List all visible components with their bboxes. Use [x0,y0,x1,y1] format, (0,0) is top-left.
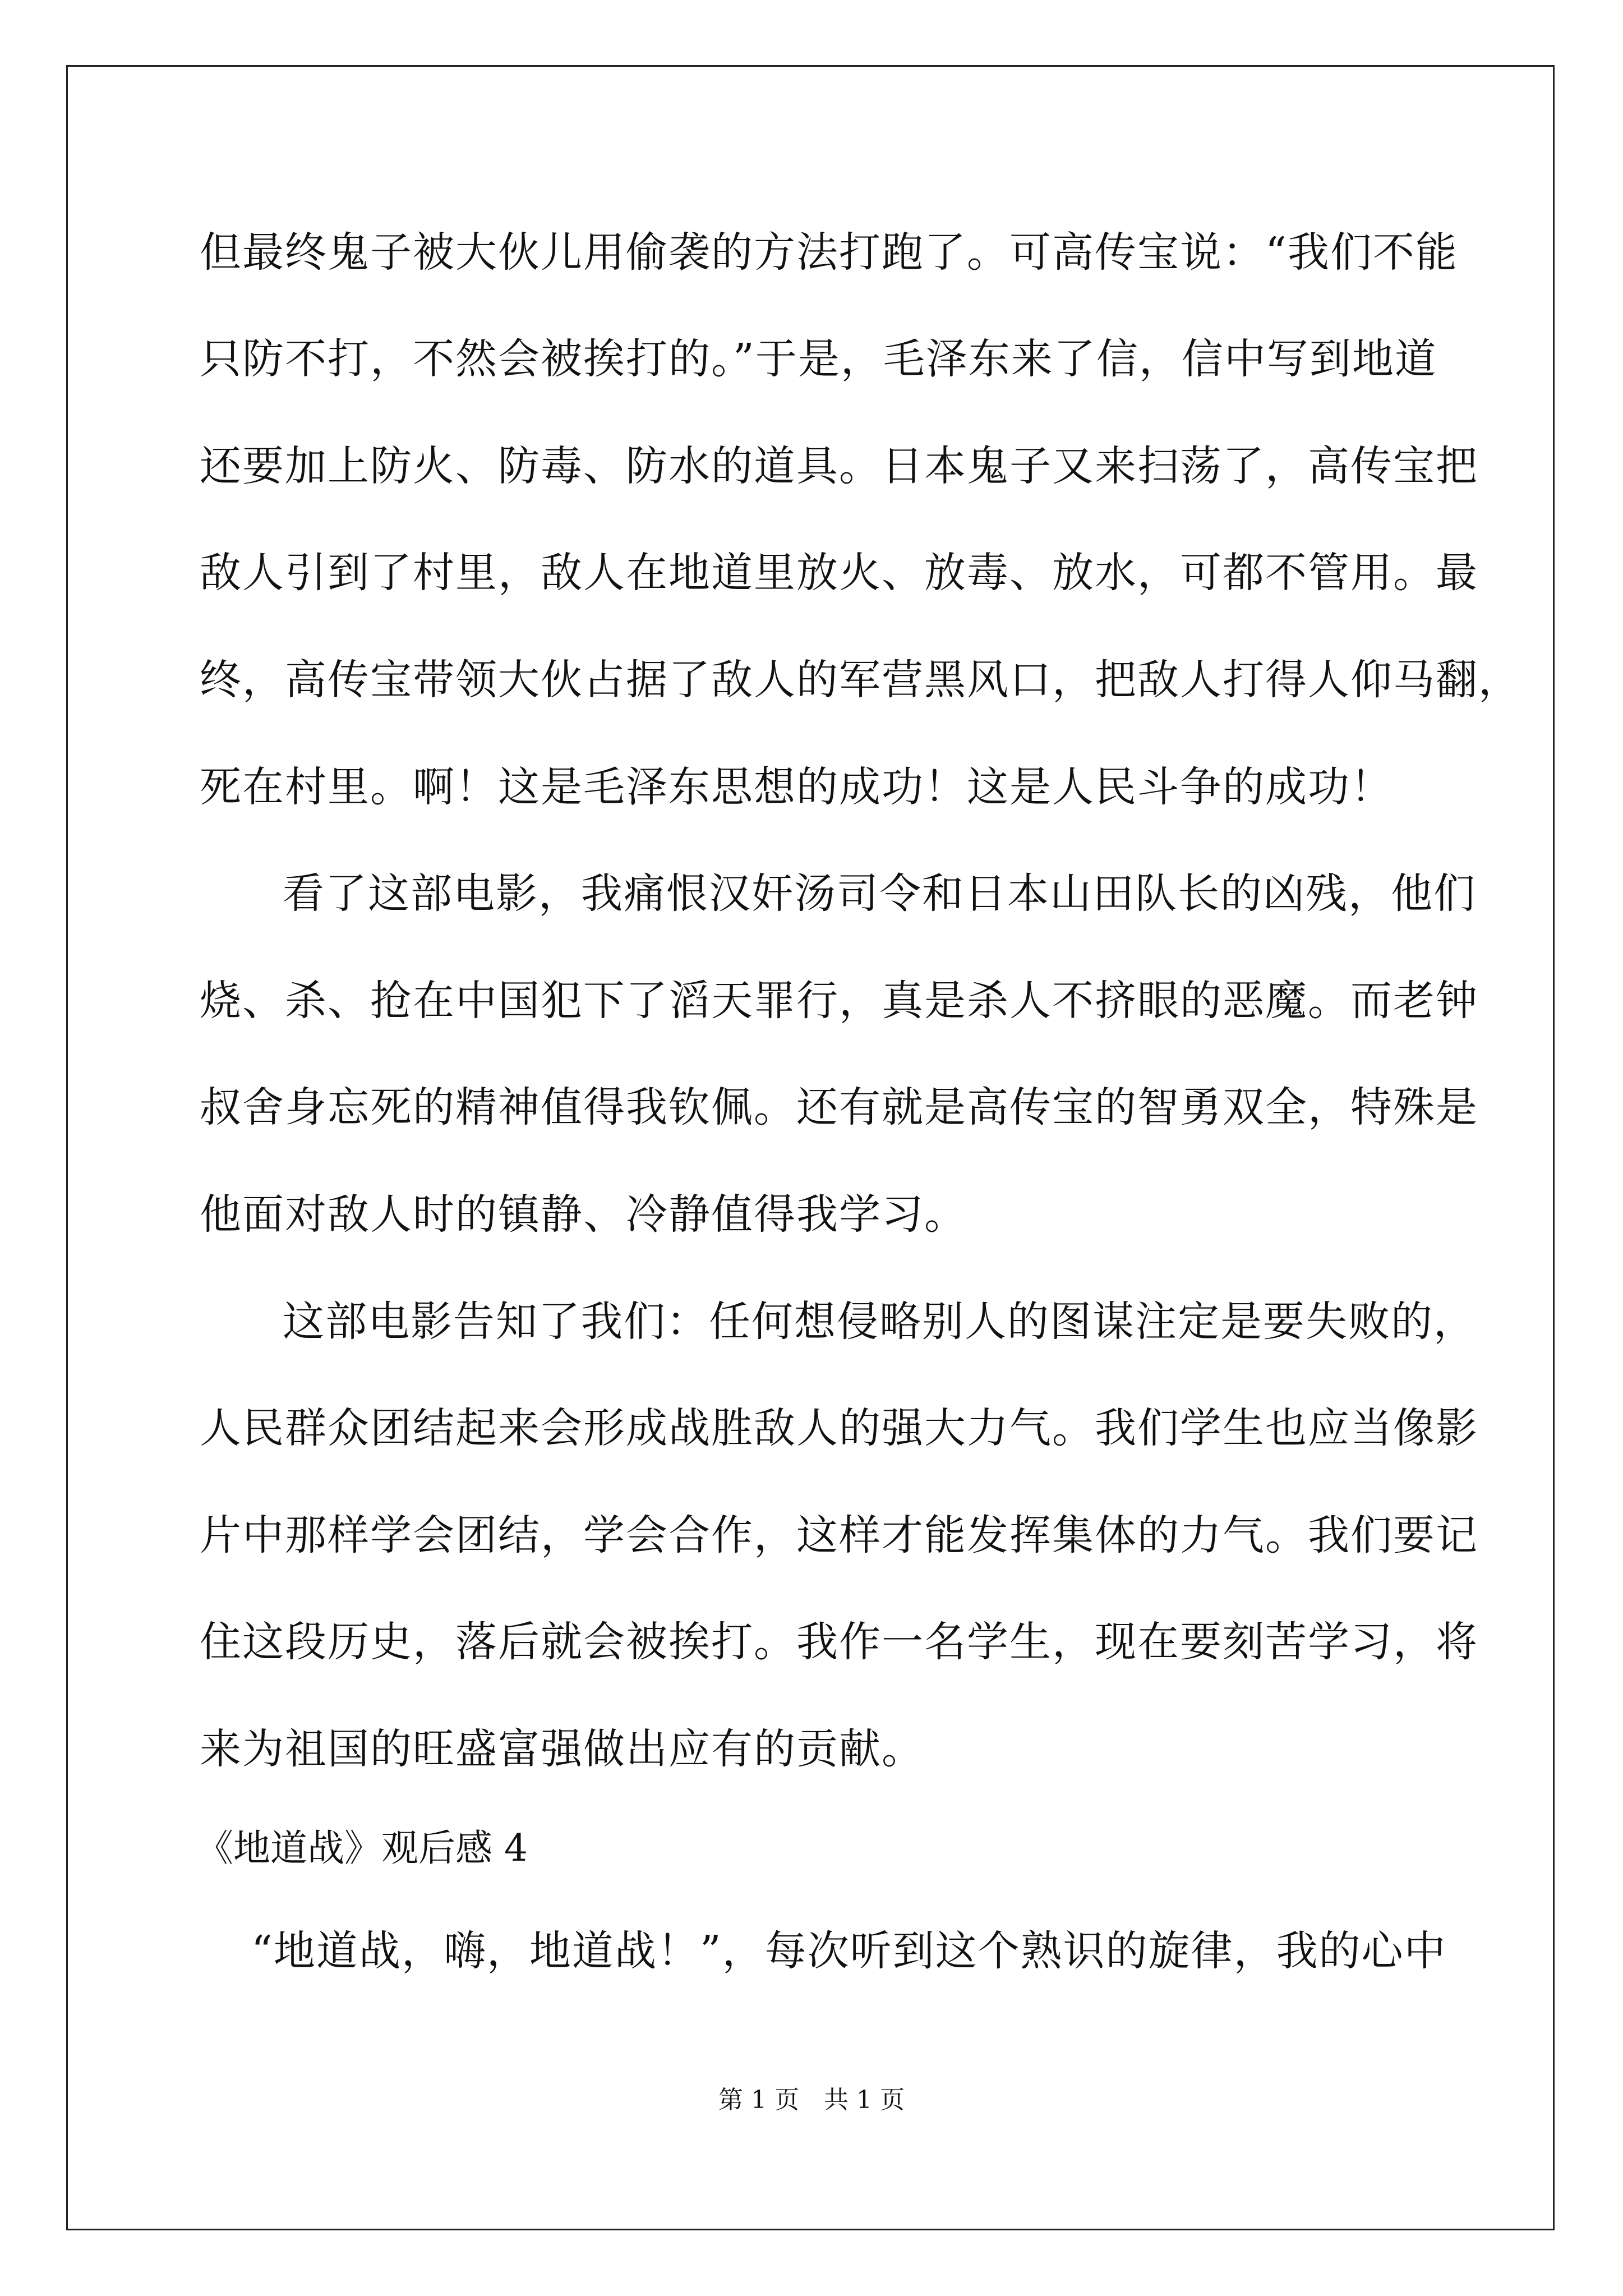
text-line: 人民群众团结起来会形成战胜敌人的强大力气。我们学生也应当像影 [200,1404,1478,1452]
text-line: 烧、杀、抢在中国犯下了滔天罪行，真是杀人不挤眼的恶魔。而老钟 [200,977,1478,1025]
text-line: 终，高传宝带领大伙占据了敌人的军营黑风口，把敌人打得人仰马翻， [200,656,1521,704]
text-line: 他面对敌人时的镇静、冷静值得我学习。 [200,1190,967,1239]
text-line: 只防不打，不然会被挨打的。”于是，毛泽东来了信，信中写到地道 [200,335,1437,383]
text-line: 还要加上防火、防毒、防水的道具。日本鬼子又来扫荡了，高传宝把 [200,442,1478,490]
section-heading: 《地道战》观后感 4 [196,1826,528,1870]
text-line: 死在村里。啊！这是毛泽东思想的成功！这是人民斗争的成功！ [200,763,1393,811]
page-border [66,65,1555,2230]
page-footer: 第 1 页 共 1 页 [718,2086,905,2114]
text-line: 住这段历史，落后就会被挨打。我作一名学生，现在要刻苦学习，将 [200,1618,1478,1666]
text-line: 敌人引到了村里，敌人在地道里放火、放毒、放水，可都不管用。最 [200,549,1478,597]
text-line: 叔舍身忘死的精神值得我钦佩。还有就是高传宝的智勇双全，特殊是 [200,1083,1478,1131]
text-line: “地道战，嗨，地道战！”，每次听到这个熟识的旋律，我的心中 [251,1927,1447,1975]
text-line: 这部电影告知了我们：任何想侵略别人的图谋注定是要失败的， [283,1297,1476,1346]
text-line: 但最终鬼子被大伙儿用偷袭的方法打跑了。可高传宝说：“我们不能 [200,228,1458,277]
text-line: 来为祖国的旺盛富强做出应有的贡献。 [200,1725,924,1773]
text-line: 片中那样学会团结，学会合作，这样才能发挥集体的力气。我们要记 [200,1511,1478,1559]
text-line: 看了这部电影，我痛恨汉奸汤司令和日本山田队长的凶残，他们 [283,869,1476,918]
